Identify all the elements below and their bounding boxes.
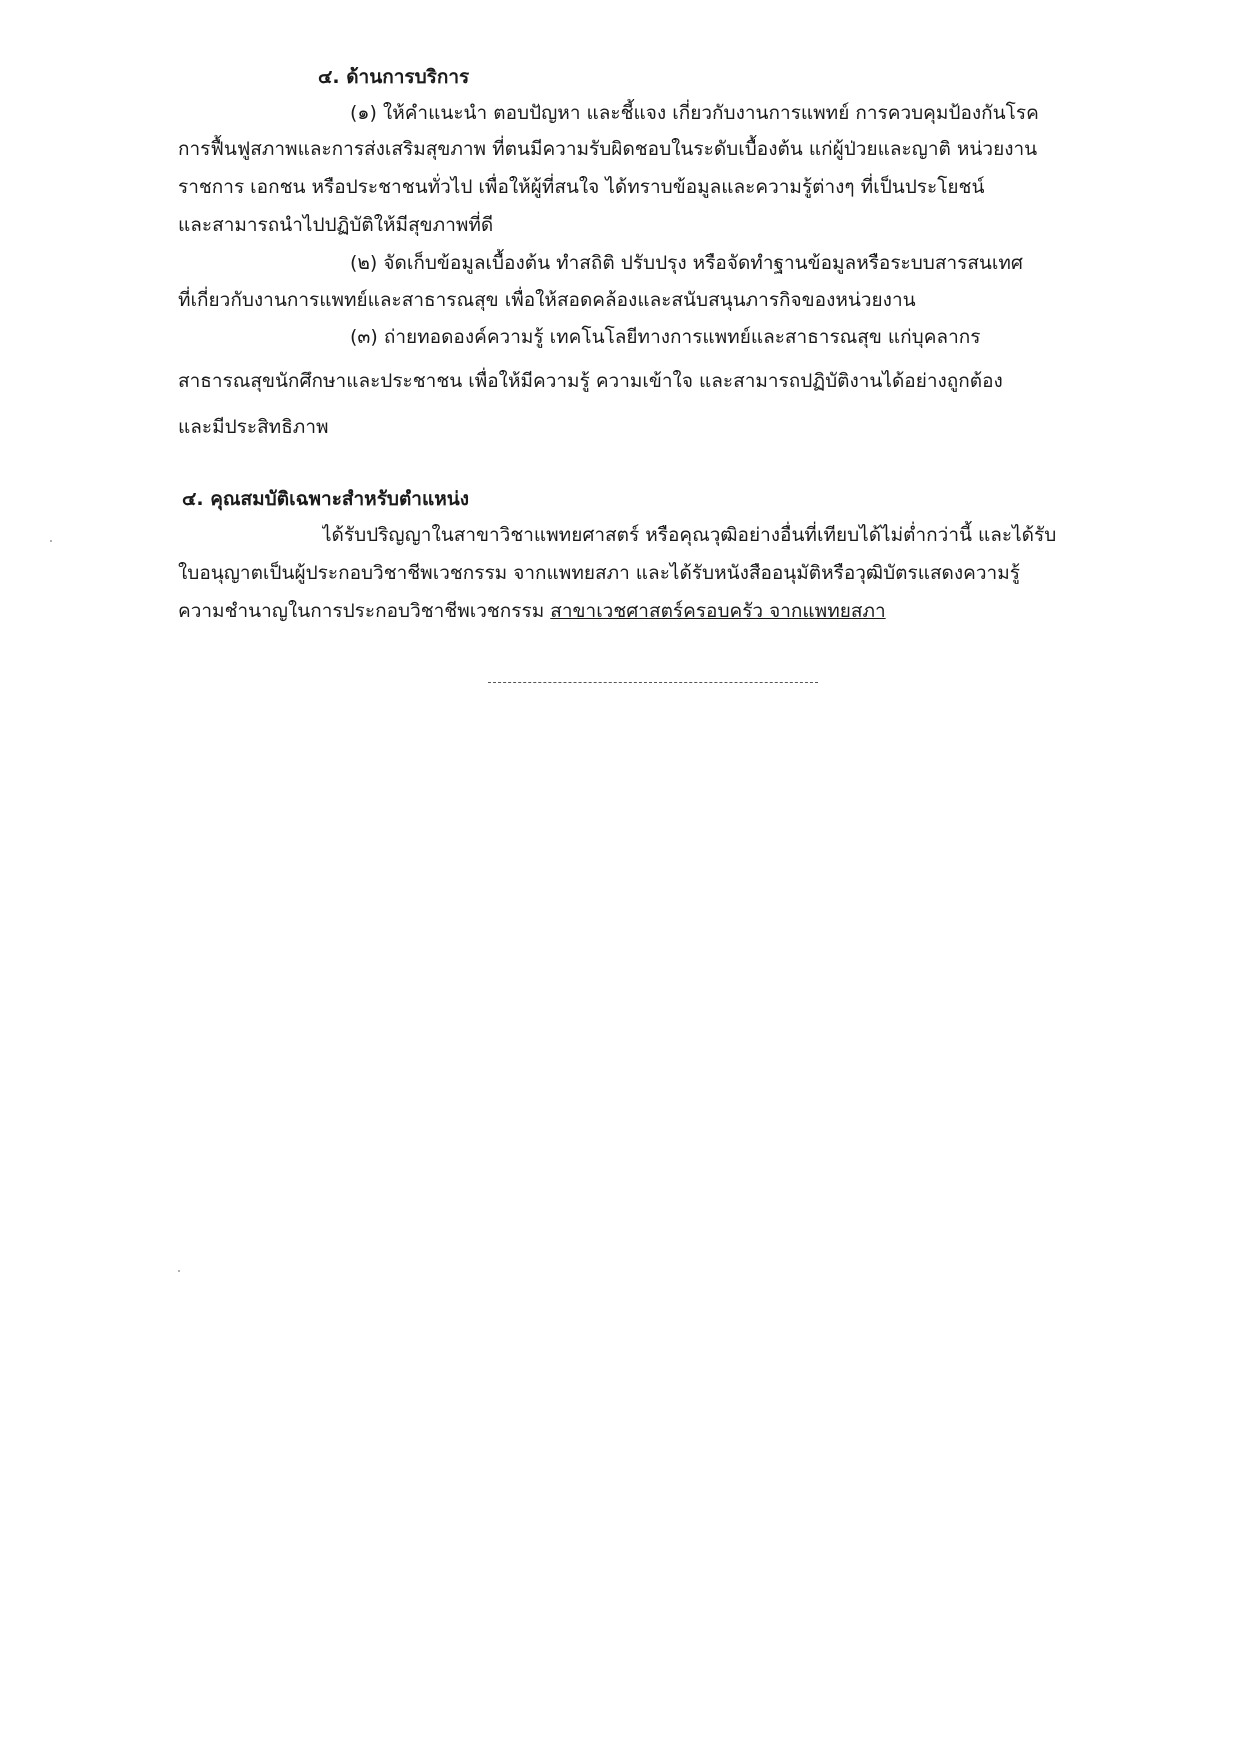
section-qualification-heading: ๔. คุณสมบัติเฉพาะสำหรับตำแหน่ง (182, 488, 470, 510)
service-item2-line1: (๒) จัดเก็บข้อมูลเบื้องต้น ทำสถิติ ปรับปรุง หรือจัดทำฐานข้อมูลหรือระบบสารสนเทศ (350, 252, 1023, 274)
scan-speck (50, 540, 52, 542)
qualification-field-underlined: สาขาเวชศาสตร์ครอบครัว จากแพทยสภา (550, 600, 886, 622)
qualification-line1: ได้รับปริญญาในสาขาวิชาแพทยศาสตร์ หรือคุณวุฒิอย่างอื่นที่เทียบได้ไม่ต่ำกว่านี้ และได้รับ (322, 524, 1057, 546)
service-item3-line2: สาธารณสุขนักศึกษาและประชาชน เพื่อให้มีความรู้ ความเข้าใจ และสามารถปฏิบัติงานได้อย่างถูกต้อง (178, 370, 1003, 392)
service-item1-line4: และสามารถนำไปปฏิบัติให้มีสุขภาพที่ดี (178, 214, 494, 236)
service-item2-line2: ที่เกี่ยวกับงานการแพทย์และสาธารณสุข เพื่อให้สอดคล้องและสนับสนุนภารกิจของหน่วยงาน (178, 289, 916, 311)
qualification-line3-plain: ความชำนาญในการประกอบวิชาชีพเวชกรรม (178, 600, 551, 622)
end-divider (488, 682, 818, 683)
service-item3-line3: และมีประสิทธิภาพ (178, 416, 329, 438)
service-item1-line3: ราชการ เอกชน หรือประชาชนทั่วไป เพื่อให้ผู้ที่สนใจ ได้ทราบข้อมูลและความรู้ต่างๆ ที่เป็นประโยชน์ (178, 176, 985, 198)
qualification-line2: ใบอนุญาตเป็นผู้ประกอบวิชาชีพเวชกรรม จากแพทยสภา และได้รับหนังสืออนุมัติหรือวุฒิบัตรแสดงความรู้ (178, 562, 1020, 584)
section-service-heading: ๔. ด้านการบริการ (318, 66, 470, 88)
service-item1-line1: (๑) ให้คำแนะนำ ตอบปัญหา และชี้แจง เกี่ยวกับงานการแพทย์ การควบคุมป้องกันโรค (350, 102, 1039, 124)
service-item3-line1: (๓) ถ่ายทอดองค์ความรู้ เทคโนโลยีทางการแพทย์และสาธารณสุข แก่บุคลากร (350, 326, 981, 348)
service-item1-line2: การฟื้นฟูสภาพและการส่งเสริมสุขภาพ ที่ตนมีความรับผิดชอบในระดับเบื้องต้น แก่ผู้ป่วยและญาติ หน่วยงาน (178, 138, 1038, 160)
scan-speck (178, 1270, 180, 1272)
qualification-line3 (178, 594, 1130, 628)
